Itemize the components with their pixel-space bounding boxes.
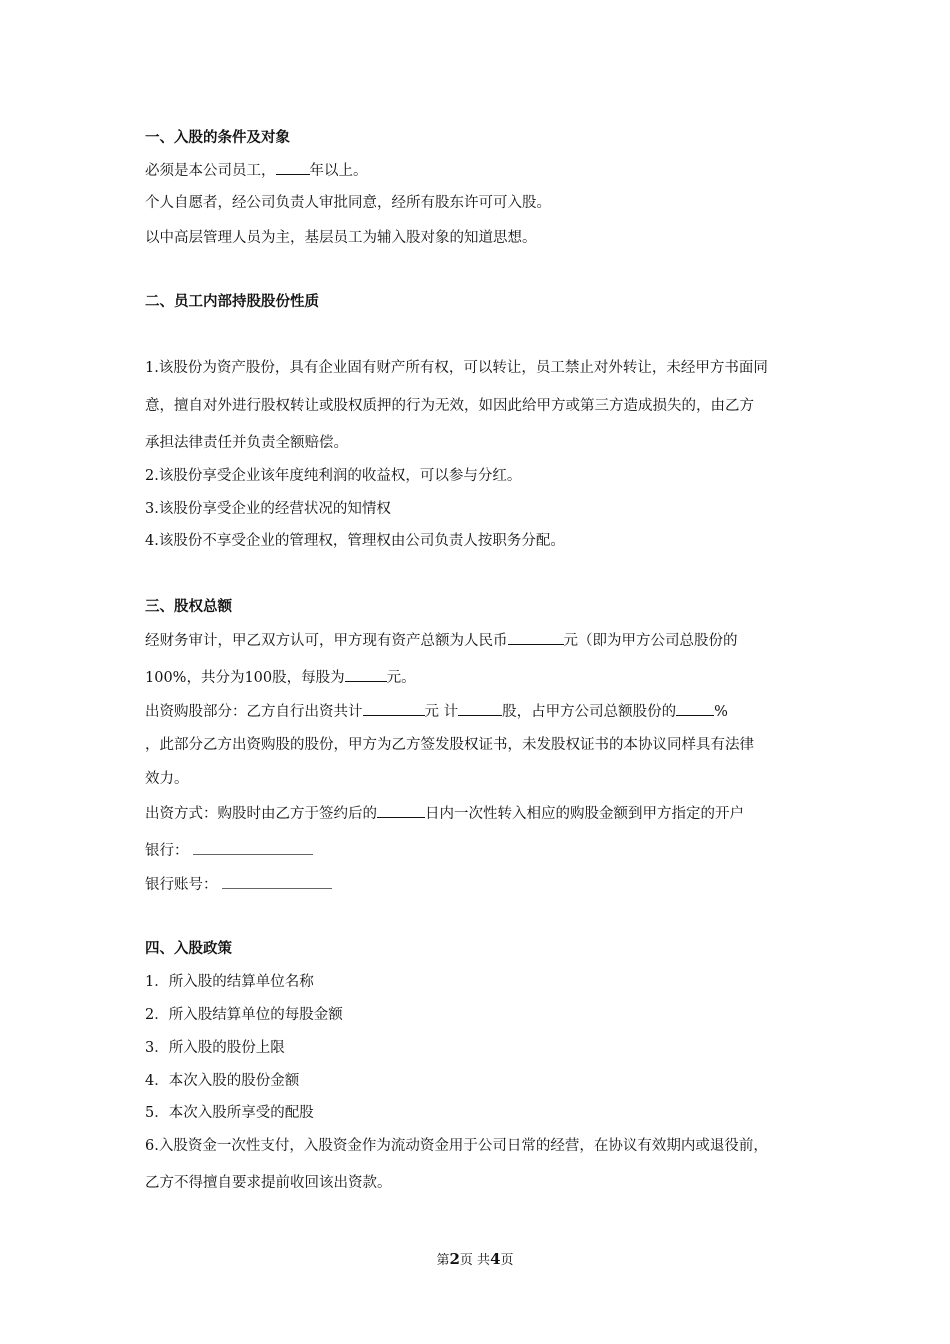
- s1-line-1: [145, 160, 368, 181]
- s4-item-3: 3．所入股的股份上限: [145, 1040, 285, 1056]
- s3-line-2: [145, 667, 416, 688]
- s4-item-1: 1．所入股的结算单位名称: [145, 974, 314, 990]
- shares-count-blank: [458, 701, 502, 716]
- total-assets-blank: [508, 630, 564, 645]
- s1-line-3: 以中高层管理人员为主，基层员工为辅入股对象的知道思想。: [145, 230, 537, 246]
- bank-label: 银行：: [145, 843, 189, 859]
- s3-line-1: [145, 630, 738, 651]
- footer-middle: 页 共: [459, 1253, 491, 1268]
- current-page-number: 2: [449, 1250, 460, 1268]
- s3-line-6-text-b: 日内一次性转入相应的购股金额到甲方指定的开户: [425, 806, 744, 822]
- account-label: 银行账号：: [145, 877, 218, 893]
- s3-line-6-text-a: 出资方式：购股时由乙方于签约后的: [145, 806, 377, 822]
- s2-para-1-line-1: 1.该股份为资产股份，具有企业固有财产所有权，可以转让，员工禁止对外转让，未经甲方书面同: [145, 360, 768, 376]
- total-pages-number: 4: [490, 1250, 501, 1268]
- s2-para-1-line-3: 承担法律责任并负责全额赔偿。: [145, 435, 348, 451]
- s3-line-4: ，此部分乙方出资购股的股份，甲方为乙方签发股权证书，未发股权证书的本协议同样具有法律: [145, 737, 754, 753]
- s3-line-6: [145, 803, 744, 824]
- s3-line-1-text-a: 经财务审计，甲乙双方认可，甲方现有资产总额为人民币: [145, 633, 508, 649]
- s2-para-3: 3.该股份享受企业的经营状况的知情权: [145, 501, 391, 517]
- s3-line-1-text-b: 元（即为甲方公司总股份的: [563, 633, 738, 649]
- section-2-title: 二、员工内部持股股份性质: [145, 294, 319, 310]
- section-1-title: 一、入股的条件及对象: [145, 130, 290, 146]
- years-blank: [276, 160, 310, 175]
- days-blank: [377, 803, 425, 818]
- bank-line: [145, 840, 313, 861]
- s3-line-3-text-c: 股，占甲方公司总额股份的: [502, 704, 677, 720]
- s2-para-2: 2.该股份享受企业该年度纯利润的收益权，可以参与分红。: [145, 468, 522, 484]
- s3-line-3-text-d: %: [714, 704, 728, 720]
- page-footer: [0, 1249, 950, 1268]
- section-4-title: 四、入股政策: [145, 941, 232, 957]
- account-line: [145, 874, 332, 895]
- per-share-blank: [345, 667, 387, 682]
- s4-item-4: 4．本次入股的股份金额: [145, 1073, 300, 1089]
- s3-line-3-text-b: 元 计: [424, 704, 459, 720]
- footer-prefix: 第: [436, 1253, 450, 1268]
- s1-line-1-text-a: 必须是本公司员工，: [145, 163, 276, 179]
- percentage-blank: [676, 701, 714, 716]
- account-blank: [222, 874, 332, 889]
- section-3-title: 三、股权总额: [145, 599, 232, 615]
- s3-line-3: [145, 701, 728, 722]
- footer-suffix: 页: [500, 1253, 514, 1268]
- s4-item-6-line-2: 乙方不得擅自要求提前收回该出资款。: [145, 1175, 392, 1191]
- s4-item-5: 5．本次入股所享受的配股: [145, 1105, 314, 1121]
- s3-line-5: 效力。: [145, 771, 189, 787]
- s3-line-2-text-a: 100%，共分为100股，每股为: [145, 670, 345, 686]
- s3-line-3-text-a: 出资购股部分：乙方自行出资共计: [145, 704, 363, 720]
- investment-amount-blank: [363, 701, 425, 716]
- bank-blank: [193, 840, 313, 855]
- s3-line-2-text-b: 元。: [386, 670, 416, 686]
- s2-para-4: 4.该股份不享受企业的管理权，管理权由公司负责人按职务分配。: [145, 533, 565, 549]
- s1-line-1-text-b: 年以上。: [309, 163, 368, 179]
- s1-line-2: 个人自愿者，经公司负责人审批同意，经所有股东许可可入股。: [145, 195, 551, 211]
- s4-item-6-line-1: 6.入股资金一次性支付，入股资金作为流动资金用于公司日常的经营，在协议有效期内或退役前，: [145, 1138, 768, 1154]
- s2-para-1-line-2: 意，擅自对外进行股权转让或股权质押的行为无效，如因此给甲方或第三方造成损失的，由乙方: [145, 398, 754, 414]
- s4-item-2: 2．所入股结算单位的每股金额: [145, 1007, 343, 1023]
